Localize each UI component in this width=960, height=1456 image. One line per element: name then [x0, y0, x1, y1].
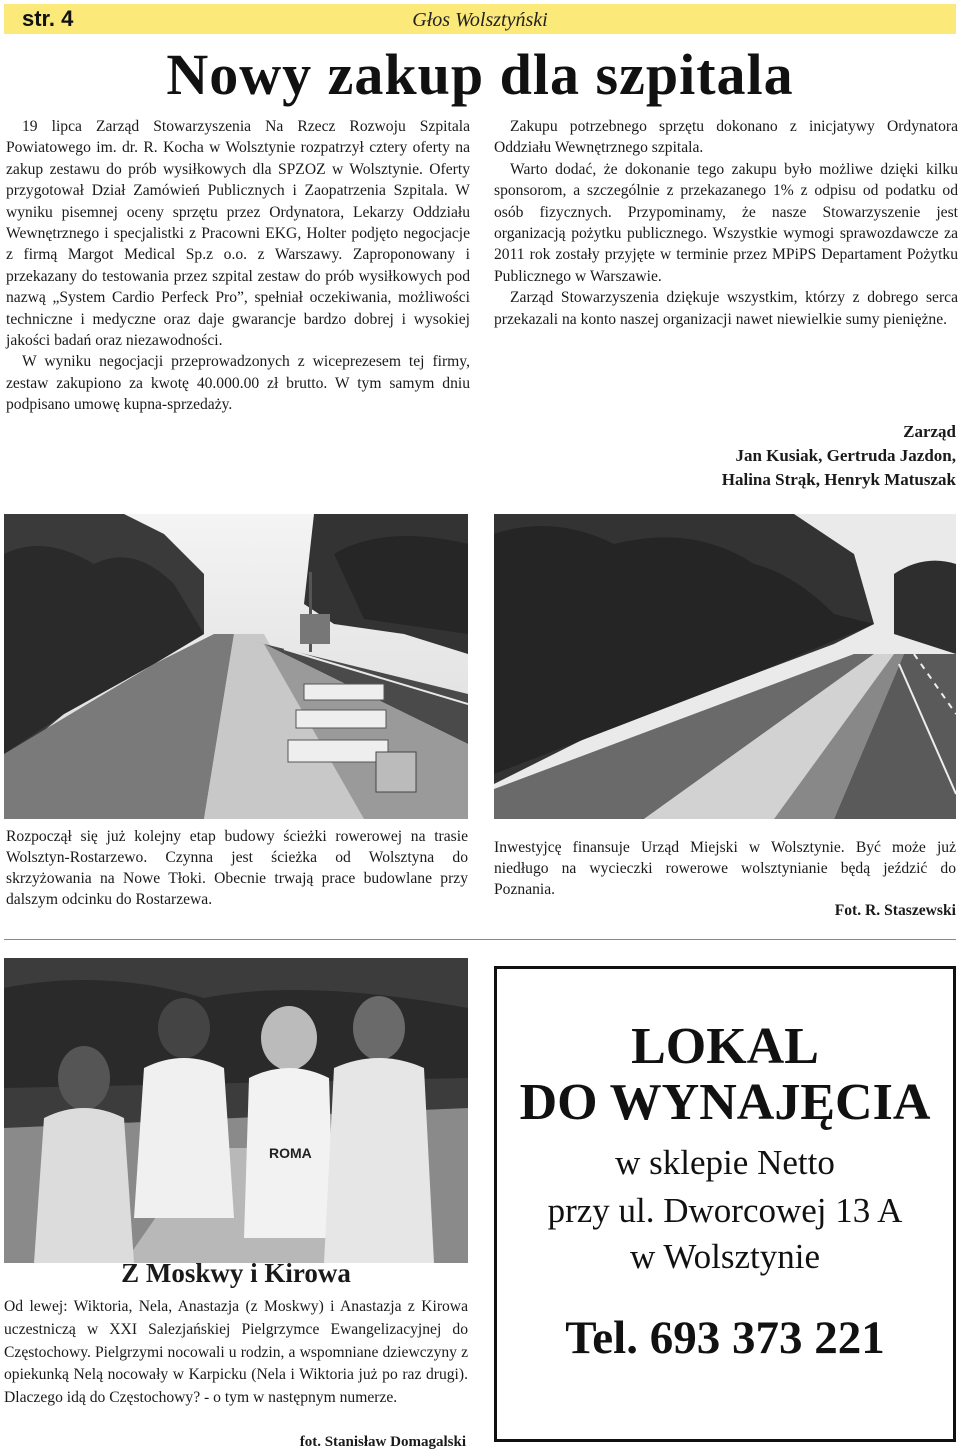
- advert-headline: LOKAL: [631, 1018, 819, 1075]
- article-right-column: [494, 116, 958, 330]
- page-number: str. 4: [22, 6, 74, 31]
- advert-location: w sklepie Netto: [615, 1143, 835, 1182]
- shirt-text: ROMA: [269, 1145, 312, 1161]
- article-paragraph: W wyniku negocjacji przeprowadzonych z wiceprezesem tej firmy, zestaw zakupiono za kwotę 40.000.00 zł brutto. W tym samym dniu podpisano umowę kupna-sprzedaży.: [6, 353, 470, 414]
- advert-city: w Wolsztynie: [630, 1237, 820, 1276]
- article-paragraph: Warto dodać, że dokonanie tego zakupu było możliwe dzięki kilku sponsorom, a szczególnie z przekazanego 1% z odpisu od podatku od osób fizycznych. Przypominamy, że nasze Stowarzyszenie jest organizacją pożytku publicznego. Wszystkie wymogi sprawozdawcze za 2011 rok zostały przyjęte w terminie przez MPiPS Departament Pożytku Publicznego w Warszawie.: [494, 160, 958, 285]
- page-header: [4, 4, 956, 34]
- signature-names: Jan Kusiak, Gertruda Jazdon,: [735, 446, 956, 465]
- article-left-column: [6, 116, 470, 416]
- advert-phone: Tel. 693 373 221: [565, 1312, 885, 1364]
- bike-path-caption-right: Inwestyjcę finansuje Urząd Miejski w Wolsztynie. Być może już niedługo na wycieczki rowerowe wolsztynianie będą jeździć do Poznania.: [494, 839, 956, 898]
- article-signature: [556, 420, 956, 492]
- bike-path-photo-left: [4, 514, 468, 819]
- signature-names: Halina Strąk, Henryk Matuszak: [721, 470, 956, 489]
- photo-credit: Fot. R. Staszewski: [834, 902, 956, 919]
- section-divider: [4, 939, 956, 940]
- signature-title: Zarząd: [903, 422, 956, 441]
- pilgrims-credit: fot. Stanisław Domagalski: [299, 1434, 466, 1450]
- publication-name: Głos Wolsztyński: [412, 9, 548, 31]
- advert-box: [494, 966, 956, 1442]
- pilgrims-text: Od lewej: Wiktoria, Nela, Anastazja (z Moskwy) i Anastazja z Kirowa uczestniczą w XXI Salezjańskiej Pielgrzymce Ewangelizacyjnej do Częstochowy. Pielgrzymi nocowali u rodzin, a wspomniane dziewczyny z opiekunką Nelą nocowały w Karpicku (Nela i Wiktoria już po raz drugi). Dlaczego idą do Częstochowy? - o tym w następnym numerze.: [4, 1298, 468, 1407]
- article-paragraph: Zakupu potrzebnego sprzętu dokonano z inicjatywy Ordynatora Oddziału Wewnętrznego szpitala.: [494, 118, 958, 157]
- article-headline: Nowy zakup dla szpitala: [166, 42, 794, 107]
- advert-address: przy ul. Dworcowej 13 A: [547, 1191, 903, 1230]
- bike-path-caption-left: Rozpoczął się już kolejny etap budowy ścieżki rowerowej na trasie Wolsztyn-Rostarzewo. Czynna jest ścieżka od Wolsztyna do skrzyżowania na Nowe Tłoki. Obecnie trwają prace budowlane przy dalszym odcinku do Rostarzewa.: [6, 828, 468, 908]
- pilgrims-title: Z Moskwy i Kirowa: [121, 1258, 351, 1288]
- advert-headline: DO WYNAJĘCIA: [519, 1074, 931, 1131]
- article-paragraph: Zarząd Stowarzyszenia dziękuje wszystkim, którzy z dobrego serca przekazali na konto naszej organizacji nawet niewielkie sumy pieniężne.: [494, 289, 958, 328]
- bike-path-photo-right: [494, 514, 956, 819]
- article-paragraph: 19 lipca Zarząd Stowarzyszenia Na Rzecz Rozwoju Szpitala Powiatowego im. dr. R. Kocha w Wolsztynie rozpatrzył cztery oferty na zakup zestawu do prób wysiłkowych dla SPZOZ w Wolsztynie. Oferty przygotował Dział Zamówień Publicznych i Zaopatrzenia Szpitala. W wyniku pisemnej oceny sprzętu przez Ordynatora, Lekarzy Oddziału Wewnętrznego i specjalistki z Pracowni EKG, Holter podjęto negocjacje z firmą Margot Medical Sp.z o.o. z Warszawy. Zaproponowany i przekazany do testowania przez szpital zestaw do prób wysiłkowych pod nazwą „System Cardio Perfeck Pro”, spełniał oczekiwania, możliwości techniczne i medyczne oraz daje gwarancje bardzo dobrej i wysokiej jakości badań oraz niezawodności.: [6, 118, 470, 350]
- pilgrims-photo: [4, 958, 468, 1263]
